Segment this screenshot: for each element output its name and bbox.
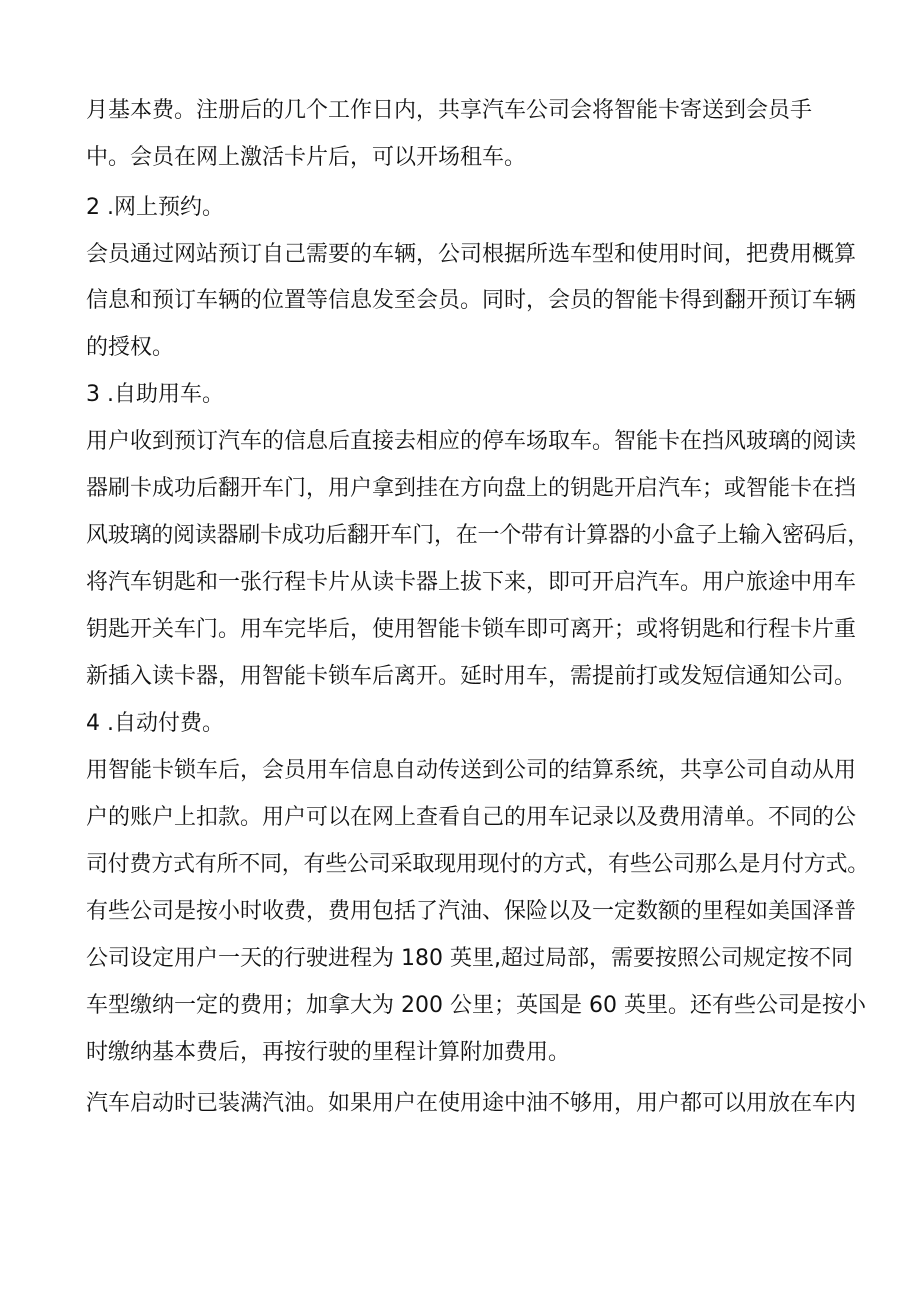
paragraph-line: 车型缴纳一定的费用；加拿大为 200 公里；英国是 60 英里。还有些公司是按小 <box>86 993 866 1018</box>
paragraph-line: 公司设定用户一天的行驶进程为 180 英里,超过局部，需要按照公司规定按不同 <box>86 946 853 971</box>
paragraph-line: 用智能卡锁车后，会员用车信息自动传送到公司的结算系统，共享公司自动从用 <box>86 758 857 783</box>
section-heading: 2 .网上预约。 <box>86 195 224 220</box>
paragraph-line: 钥匙开关车门。用车完毕后，使用智能卡锁车即可离开；或将钥匙和行程卡片重 <box>86 617 857 642</box>
paragraph-line: 月基本费。注册后的几个工作日内，共享汽车公司会将智能卡寄送到会员手 <box>86 98 813 123</box>
paragraph-line: 将汽车钥匙和一张行程卡片从读卡器上拔下来，即可开启汽车。用户旅途中用车 <box>86 570 857 595</box>
paragraph-line: 中。会员在网上激活卡片后，可以开场租车。 <box>86 145 527 170</box>
paragraph-line: 器刷卡成功后翻开车门，用户拿到挂在方向盘上的钥匙开启汽车；或智能卡在挡 <box>86 476 857 501</box>
paragraph-line: 信息和预订车辆的位置等信息发至会员。同时，会员的智能卡得到翻开预订车辆 <box>86 288 857 313</box>
paragraph-line: 有些公司是按小时收费，费用包括了汽油、保险以及一定数额的里程如美国泽普 <box>86 899 857 924</box>
section-heading: 4 .自动付费。 <box>86 711 224 736</box>
paragraph-line: 风玻璃的阅读器刷卡成功后翻开车门，在一个带有计算器的小盒子上输入密码后， <box>86 523 870 548</box>
section-heading: 3 .自助用车。 <box>86 382 224 407</box>
paragraph-line: 的授权。 <box>86 335 175 360</box>
paragraph-line: 户的账户上扣款。用户可以在网上查看自己的用车记录以及费用清单。不同的公 <box>86 805 857 830</box>
paragraph-line: 会员通过网站预订自己需要的车辆，公司根据所选车型和使用时间，把费用概算 <box>86 242 857 267</box>
paragraph-line: 汽车启动时已装满汽油。如果用户在使用途中油不够用，用户都可以用放在车内 <box>86 1091 857 1116</box>
paragraph-line: 用户收到预订汽车的信息后直接去相应的停车场取车。智能卡在挡风玻璃的阅读 <box>86 429 857 454</box>
paragraph-line: 司付费方式有所不同，有些公司采取现用现付的方式，有些公司那么是月付方式。 <box>86 852 870 877</box>
paragraph-line: 新插入读卡器，用智能卡锁车后离开。延时用车，需提前打或发短信通知公司。 <box>86 664 857 689</box>
paragraph-line: 时缴纳基本费后，再按行驶的里程计算附加费用。 <box>86 1040 571 1065</box>
